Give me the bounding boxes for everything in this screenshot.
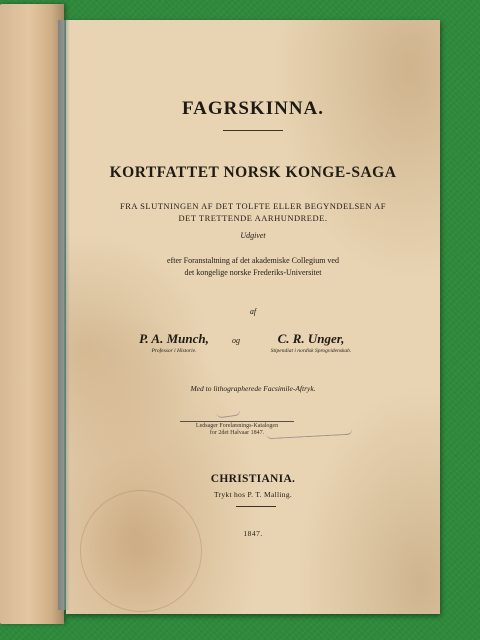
imprint-printer: Trykt hos P. T. Malling.	[213, 490, 293, 499]
imprint-year: 1847.	[243, 529, 263, 538]
publisher-note	[66, 255, 440, 279]
publisher-line: det kongelige norske Frederiks-Universitet	[184, 268, 322, 277]
issued-label: Udgivet	[240, 231, 266, 240]
author-name: C. R. Unger,	[277, 331, 345, 346]
period-line: DET TRETTENDE AARHUNDREDE.	[178, 213, 328, 223]
book-title: FAGRSKINNA.	[181, 98, 325, 119]
author-name: P. A. Munch,	[139, 331, 209, 346]
stamp-line: Ledsager Forelæsnings-Katalogen	[195, 423, 279, 429]
imprint-rule	[236, 506, 276, 507]
author-unger	[256, 331, 366, 354]
period-line: FRA SLUTNINGEN AF DET TOLFTE ELLER BEGYNDELSEN AF	[119, 201, 387, 211]
author-role: Professor i Historie.	[151, 348, 197, 354]
by-label: af	[249, 307, 257, 316]
period-description	[66, 200, 440, 224]
title-rule	[223, 130, 283, 131]
facsimile-note: Med to lithographerede Facsimile-Aftryk.	[190, 384, 316, 393]
stamp-line: for 2det Halvaar 1847.	[209, 430, 265, 436]
water-stain	[80, 490, 202, 612]
imprint-city: CHRISTIANIA.	[210, 473, 296, 485]
and-label: og	[232, 336, 240, 345]
stamp-rule	[180, 421, 294, 422]
author-munch	[124, 331, 224, 354]
book-subtitle: KORTFATTET NORSK KONGE-SAGA	[109, 164, 397, 181]
pencil-mark	[215, 402, 241, 418]
publisher-line: efter Foranstaltning af det akademiske Collegium ved	[167, 256, 339, 265]
author-role: Stipendiat i nordisk Sprogvidenskab.	[270, 348, 352, 354]
title-page	[66, 20, 440, 614]
book-cover-edge	[0, 4, 64, 624]
spine-shadow	[58, 20, 70, 610]
